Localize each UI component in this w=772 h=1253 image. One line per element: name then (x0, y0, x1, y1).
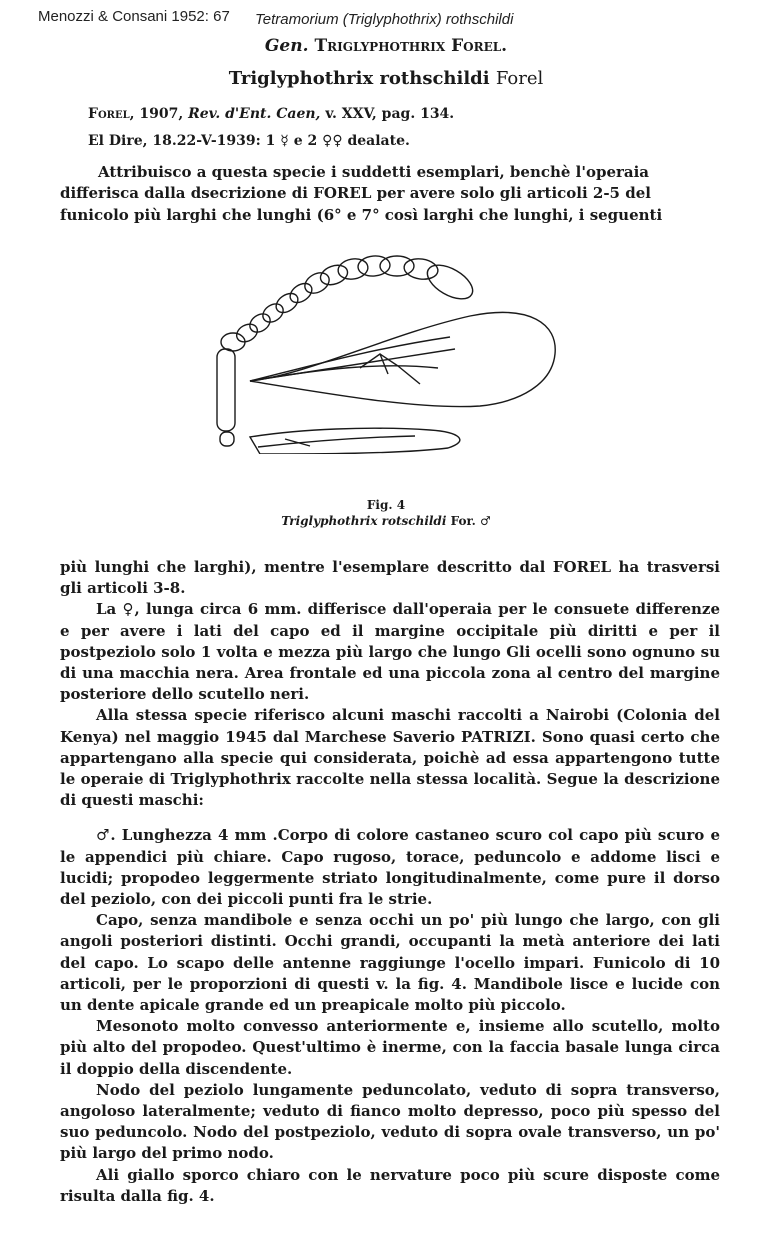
species-heading (0, 68, 772, 89)
figure-label: Fig. 4 (366, 498, 406, 512)
citation-author: Forel (88, 106, 130, 122)
body-paragraph-8: Ali giallo sporco chiaro con le nervature poco più scure disposte come risulta dalla fig. 4. (60, 1165, 720, 1205)
intro-line-1: Attribuisco a questa specie i suddetti esemplari, benchè l'operaia (98, 163, 650, 181)
species-author: Forel (495, 68, 544, 89)
body-paragraph-2: La ♀, lunga circa 6 mm. differisce dall'operaia per le consuete differenze e per avere i lati del capo ed il margine occipitale più diritti e per il postpeziolo solo 1 volta e mezza più largo che lungo Gli ocelli sono ognuno su di una macchia nera. Area frontale ed una piccola zona al centro del margine posteriore dello scutello neri. (60, 600, 720, 704)
citation-journal: Rev. d'Ent. Caen, (188, 106, 321, 122)
species-name: Triglyphothrix rothschildi (228, 68, 490, 89)
antenna-wing-figure (200, 254, 570, 454)
antenna-drawing (217, 255, 478, 446)
description-body (60, 557, 720, 1207)
body-paragraph-3: Alla stessa specie riferisco alcuni maschi raccolti a Nairobi (Colonia del Kenya) nel maggio 1945 dal Marchese Saverio PATRIZI. Sono quasi certo che appartengano alla specie qui considerata, poichè ad essa appartengono tutte le operaie di Triglyphothrix raccolte nella stessa località. Segue la descrizione di questi maschi: (60, 706, 720, 810)
figure-caption-species: Triglyphothrix rotschildi (281, 514, 447, 528)
genus-prefix: Gen. (264, 36, 309, 56)
citation-volume: v. XXV, pag. 134. (325, 106, 455, 122)
figure-caption-author: For. ♂ (450, 514, 491, 528)
header-taxon: Tetramorium (Triglyphothrix) rothschildi (255, 11, 514, 28)
intro-paragraph (60, 162, 718, 226)
body-paragraph-6: Mesonoto molto convesso anteriormente e, insieme allo scutello, molto più alto del propodeo. Quest'ultimo è inerme, con la faccia basale lunga circa il doppio della discendente. (60, 1017, 720, 1078)
body-paragraph-7: Nodo del peziolo lungamente peduncolato, veduto di sopra transverso, angoloso lateralmente; veduto di fianco molto depresso, poco più spesso del suo peduncolo. Nodo del postpeziolo, veduto di sopra ovale transverso, un po' più largo del primo nodo. (60, 1080, 720, 1163)
body-paragraph-1: più lunghi che larghi), mentre l'esemplare descritto dal FOREL ha trasversi gli articoli 3-8. (60, 558, 720, 598)
genus-heading (0, 36, 772, 56)
header-citation: Menozzi & Consani 1952: 67 (38, 8, 230, 25)
forewing-drawing (250, 312, 555, 406)
intro-line-3: funicolo più larghi che lunghi (6° e 7° così larghi che lunghi, i seguenti (60, 205, 663, 224)
intro-line-2: differisca dalla dsecrizione di FOREL per avere solo gli articoli 2-5 del (60, 184, 651, 203)
genus-name: Triglyphothrix Forel. (314, 36, 508, 56)
locality-line: El Dire, 18.22-V-1939: 1 ☿ e 2 ♀♀ dealate. (88, 133, 410, 149)
citation-year: , 1907, (129, 106, 184, 122)
hindwing-drawing (250, 428, 460, 454)
figure-caption (0, 514, 772, 528)
body-paragraph-5: Capo, senza mandibole e senza occhi un po' più lungo che largo, con gli angoli posteriori distinti. Occhi grandi, occupanti la metà anteriore dei lati del capo. Lo scapo delle antenne raggiunge l'ocello impari. Funicolo di 10 articoli, per le proporzioni di questi v. la fig. 4. Mandibole lisce e lucide con un dente apicale grande ed un preapicale molto più piccolo. (60, 911, 720, 1015)
citation-line (88, 106, 454, 122)
body-paragraph-4: ♂. Lunghezza 4 mm .Corpo di colore castaneo scuro col capo più scuro e le appendici più chiare. Capo rugoso, torace, peduncolo e addome lisci e lucidi; propodeo leggermente striato longitudinalmente, come pure il dorso del peziolo, con dei piccoli punti fra le strie. (60, 826, 720, 909)
